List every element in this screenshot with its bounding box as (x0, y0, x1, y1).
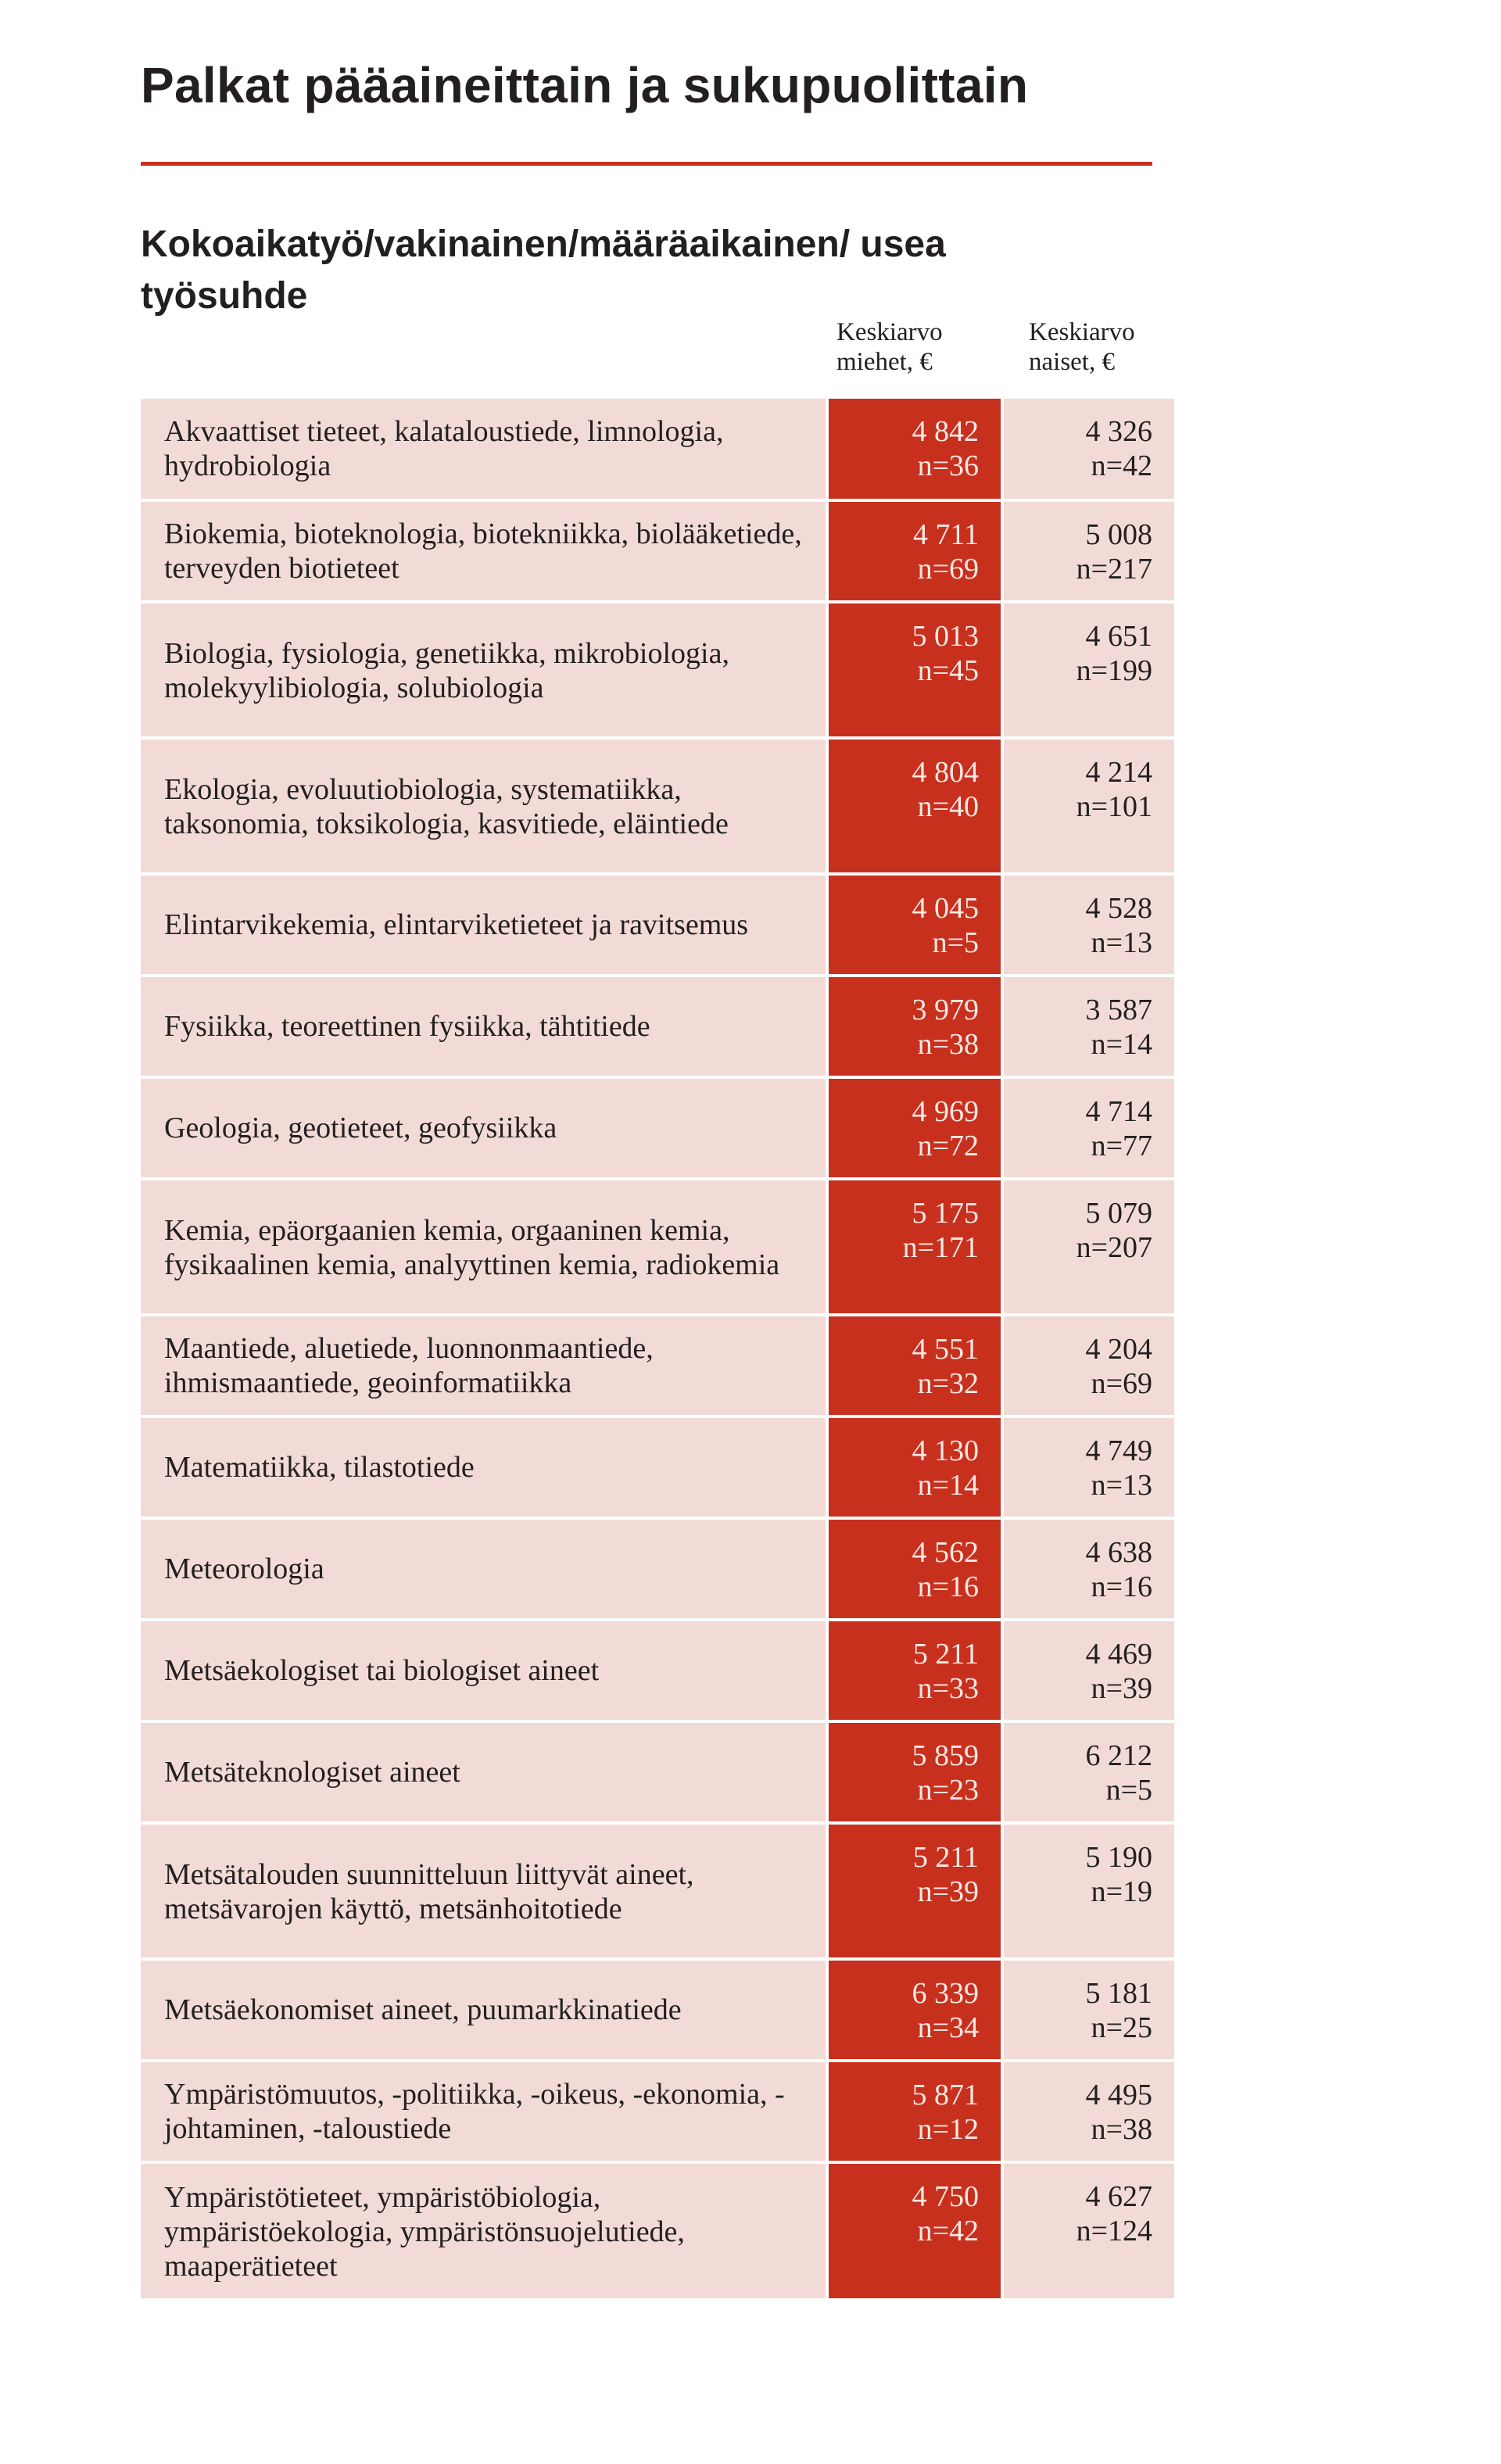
men-average: 5 211 (912, 1841, 979, 1874)
men-count: n=38 (917, 1028, 979, 1061)
men-count: n=32 (917, 1367, 979, 1400)
men-salary-cell (827, 1077, 1002, 1179)
women-count: n=39 (1091, 1672, 1152, 1705)
women-count: n=42 (1091, 449, 1152, 482)
women-count: n=207 (1076, 1231, 1152, 1264)
women-count: n=101 (1076, 790, 1152, 823)
men-salary-cell (827, 1620, 1002, 1721)
column-header-men-line2: miehet, € (836, 348, 933, 376)
subject-cell: Metsäekologiset tai biologiset aineet (141, 1620, 827, 1721)
men-salary-cell (827, 399, 1002, 500)
women-average: 4 528 (1085, 892, 1152, 925)
women-count: n=13 (1091, 1469, 1152, 1502)
men-count: n=14 (917, 1469, 979, 1502)
subject-cell: Elintarvikekemia, elintarviketieteet ja ravitsemus (141, 874, 827, 976)
women-salary-cell (1002, 1077, 1174, 1179)
subject-cell: Geologia, geotieteet, geofysiikka (141, 1077, 827, 1179)
title-divider (141, 162, 1152, 166)
men-salary-cell (827, 1721, 1002, 1823)
men-count: n=40 (917, 790, 979, 823)
table-row (141, 500, 1174, 602)
women-salary-cell (1002, 500, 1174, 602)
men-salary-cell (827, 500, 1002, 602)
men-salary-cell (827, 738, 1002, 874)
table-row (141, 1315, 1174, 1416)
table-row (141, 1959, 1174, 2061)
women-average: 4 469 (1085, 1638, 1152, 1671)
subject-cell: Metsätalouden suunnitteluun liittyvät aineet, metsävarojen käyttö, metsänhoitotiede (141, 1823, 827, 1959)
women-average: 6 212 (1085, 1739, 1152, 1772)
women-salary-cell (1002, 1315, 1174, 1416)
men-average: 4 551 (912, 1333, 979, 1366)
women-count: n=5 (1105, 1774, 1152, 1807)
men-average: 5 211 (912, 1638, 979, 1671)
women-salary-cell (1002, 1721, 1174, 1823)
women-average: 4 326 (1085, 415, 1152, 448)
women-salary-cell (1002, 1416, 1174, 1518)
men-average: 4 804 (912, 756, 979, 789)
subject-cell: Matematiikka, tilastotiede (141, 1416, 827, 1518)
women-average: 4 714 (1085, 1095, 1152, 1128)
subject-cell: Metsäekonomiset aineet, puumarkkinatiede (141, 1959, 827, 2061)
men-salary-cell (827, 874, 1002, 976)
men-salary-cell (827, 1959, 1002, 2061)
women-average: 5 008 (1085, 518, 1152, 551)
subject-cell: Meteorologia (141, 1518, 827, 1620)
column-header-men-line1: Keskiarvo (836, 318, 943, 346)
women-salary-cell (1002, 2061, 1174, 2162)
table-row (141, 2162, 1174, 2298)
subject-cell: Kemia, epäorgaanien kemia, orgaaninen kemia, fysikaalinen kemia, analyyttinen kemia, radiokemia (141, 1179, 827, 1315)
women-salary-cell (1002, 602, 1174, 738)
women-count: n=38 (1091, 2113, 1152, 2146)
men-salary-cell (827, 1518, 1002, 1620)
women-salary-cell (1002, 976, 1174, 1077)
women-salary-cell (1002, 1518, 1174, 1620)
men-average: 5 871 (912, 2079, 979, 2111)
women-salary-cell (1002, 399, 1174, 500)
men-count: n=34 (917, 2011, 979, 2044)
men-count: n=33 (917, 1672, 979, 1705)
men-average: 4 562 (912, 1536, 979, 1569)
subject-cell: Biologia, fysiologia, genetiikka, mikrobiologia, molekyylibiologia, solubiologia (141, 602, 827, 738)
salary-table-body (141, 399, 1174, 2298)
women-salary-cell (1002, 738, 1174, 874)
table-row (141, 976, 1174, 1077)
men-salary-cell (827, 2061, 1002, 2162)
table-row (141, 1620, 1174, 1721)
men-average: 4 045 (912, 892, 979, 925)
table-row (141, 1823, 1174, 1959)
men-count: n=23 (917, 1774, 979, 1807)
column-header-men (836, 317, 943, 377)
women-average: 5 079 (1085, 1197, 1152, 1230)
women-count: n=16 (1091, 1570, 1152, 1603)
women-count: n=199 (1076, 654, 1152, 687)
men-salary-cell (827, 1823, 1002, 1959)
women-average: 4 495 (1085, 2079, 1152, 2111)
table-row (141, 874, 1174, 976)
women-average: 4 214 (1085, 756, 1152, 789)
column-header-women-line1: Keskiarvo (1029, 318, 1135, 346)
women-salary-cell (1002, 874, 1174, 976)
women-salary-cell (1002, 1959, 1174, 2061)
men-salary-cell (827, 2162, 1002, 2298)
table-row (141, 738, 1174, 874)
table-row (141, 399, 1174, 500)
women-count: n=14 (1091, 1028, 1152, 1061)
subject-cell: Maantiede, aluetiede, luonnonmaantiede, ihmismaantiede, geoinformatiikka (141, 1315, 827, 1416)
men-salary-cell (827, 602, 1002, 738)
men-count: n=36 (917, 449, 979, 482)
table-row (141, 1721, 1174, 1823)
men-count: n=69 (917, 553, 979, 586)
women-average: 4 749 (1085, 1434, 1152, 1467)
men-count: n=72 (917, 1130, 979, 1162)
table-row (141, 1179, 1174, 1315)
men-salary-cell (827, 1179, 1002, 1315)
men-count: n=12 (917, 2113, 979, 2146)
table-row (141, 1518, 1174, 1620)
men-count: n=16 (917, 1570, 979, 1603)
men-count: n=5 (932, 926, 979, 959)
subject-cell: Ympäristömuutos, -politiikka, -oikeus, -ekonomia, -johtaminen, -taloustiede (141, 2061, 827, 2162)
men-salary-cell (827, 976, 1002, 1077)
men-average: 5 013 (912, 620, 979, 653)
table-row (141, 1077, 1174, 1179)
women-salary-cell (1002, 1823, 1174, 1959)
women-count: n=25 (1091, 2011, 1152, 2044)
table-row (141, 1416, 1174, 1518)
subject-cell: Ympäristötieteet, ympäristöbiologia, ympäristöekologia, ympäristönsuojelutiede, maaperätieteet (141, 2162, 827, 2298)
column-header-women-line2: naiset, € (1029, 348, 1115, 376)
women-count: n=217 (1076, 553, 1152, 586)
men-average: 6 339 (912, 1977, 979, 2010)
women-count: n=19 (1091, 1875, 1152, 1908)
men-average: 5 859 (912, 1739, 979, 1772)
men-count: n=42 (917, 2215, 979, 2247)
men-count: n=45 (917, 654, 979, 687)
men-count: n=171 (902, 1231, 979, 1264)
women-average: 4 204 (1085, 1333, 1152, 1366)
subject-cell: Biokemia, bioteknologia, biotekniikka, biolääketiede, terveyden biotieteet (141, 500, 827, 602)
women-salary-cell (1002, 2162, 1174, 2298)
page-title: Palkat pääaineittain ja sukupuolittain (141, 57, 1029, 113)
salary-table (141, 399, 1174, 2298)
subject-cell: Akvaattiset tieteet, kalataloustiede, limnologia, hydrobiologia (141, 399, 827, 500)
men-average: 5 175 (912, 1197, 979, 1230)
men-salary-cell (827, 1416, 1002, 1518)
subject-cell: Ekologia, evoluutiobiologia, systematiikka, taksonomia, toksikologia, kasvitiede, eläintiede (141, 738, 827, 874)
subject-cell: Metsäteknologiset aineet (141, 1721, 827, 1823)
men-count: n=39 (917, 1875, 979, 1908)
women-average: 4 627 (1085, 2180, 1152, 2213)
column-header-women (1029, 317, 1135, 377)
men-average: 4 969 (912, 1095, 979, 1128)
women-count: n=13 (1091, 926, 1152, 959)
women-average: 5 190 (1085, 1841, 1152, 1874)
men-average: 4 842 (912, 415, 979, 448)
subject-cell: Fysiikka, teoreettinen fysiikka, tähtitiede (141, 976, 827, 1077)
men-salary-cell (827, 1315, 1002, 1416)
women-average: 3 587 (1085, 994, 1152, 1026)
women-salary-cell (1002, 1620, 1174, 1721)
women-average: 4 651 (1085, 620, 1152, 653)
women-average: 4 638 (1085, 1536, 1152, 1569)
table-row (141, 602, 1174, 738)
women-average: 5 181 (1085, 1977, 1152, 2010)
men-average: 3 979 (912, 994, 979, 1026)
men-average: 4 711 (912, 518, 979, 551)
women-count: n=69 (1091, 1367, 1152, 1400)
table-row (141, 2061, 1174, 2162)
women-count: n=124 (1076, 2215, 1152, 2247)
table-subtitle: Kokoaikatyö/vakinainen/määräaikainen/ usea työsuhde (141, 224, 946, 317)
women-count: n=77 (1091, 1130, 1152, 1162)
men-average: 4 130 (912, 1434, 979, 1467)
women-salary-cell (1002, 1179, 1174, 1315)
men-average: 4 750 (912, 2180, 979, 2213)
